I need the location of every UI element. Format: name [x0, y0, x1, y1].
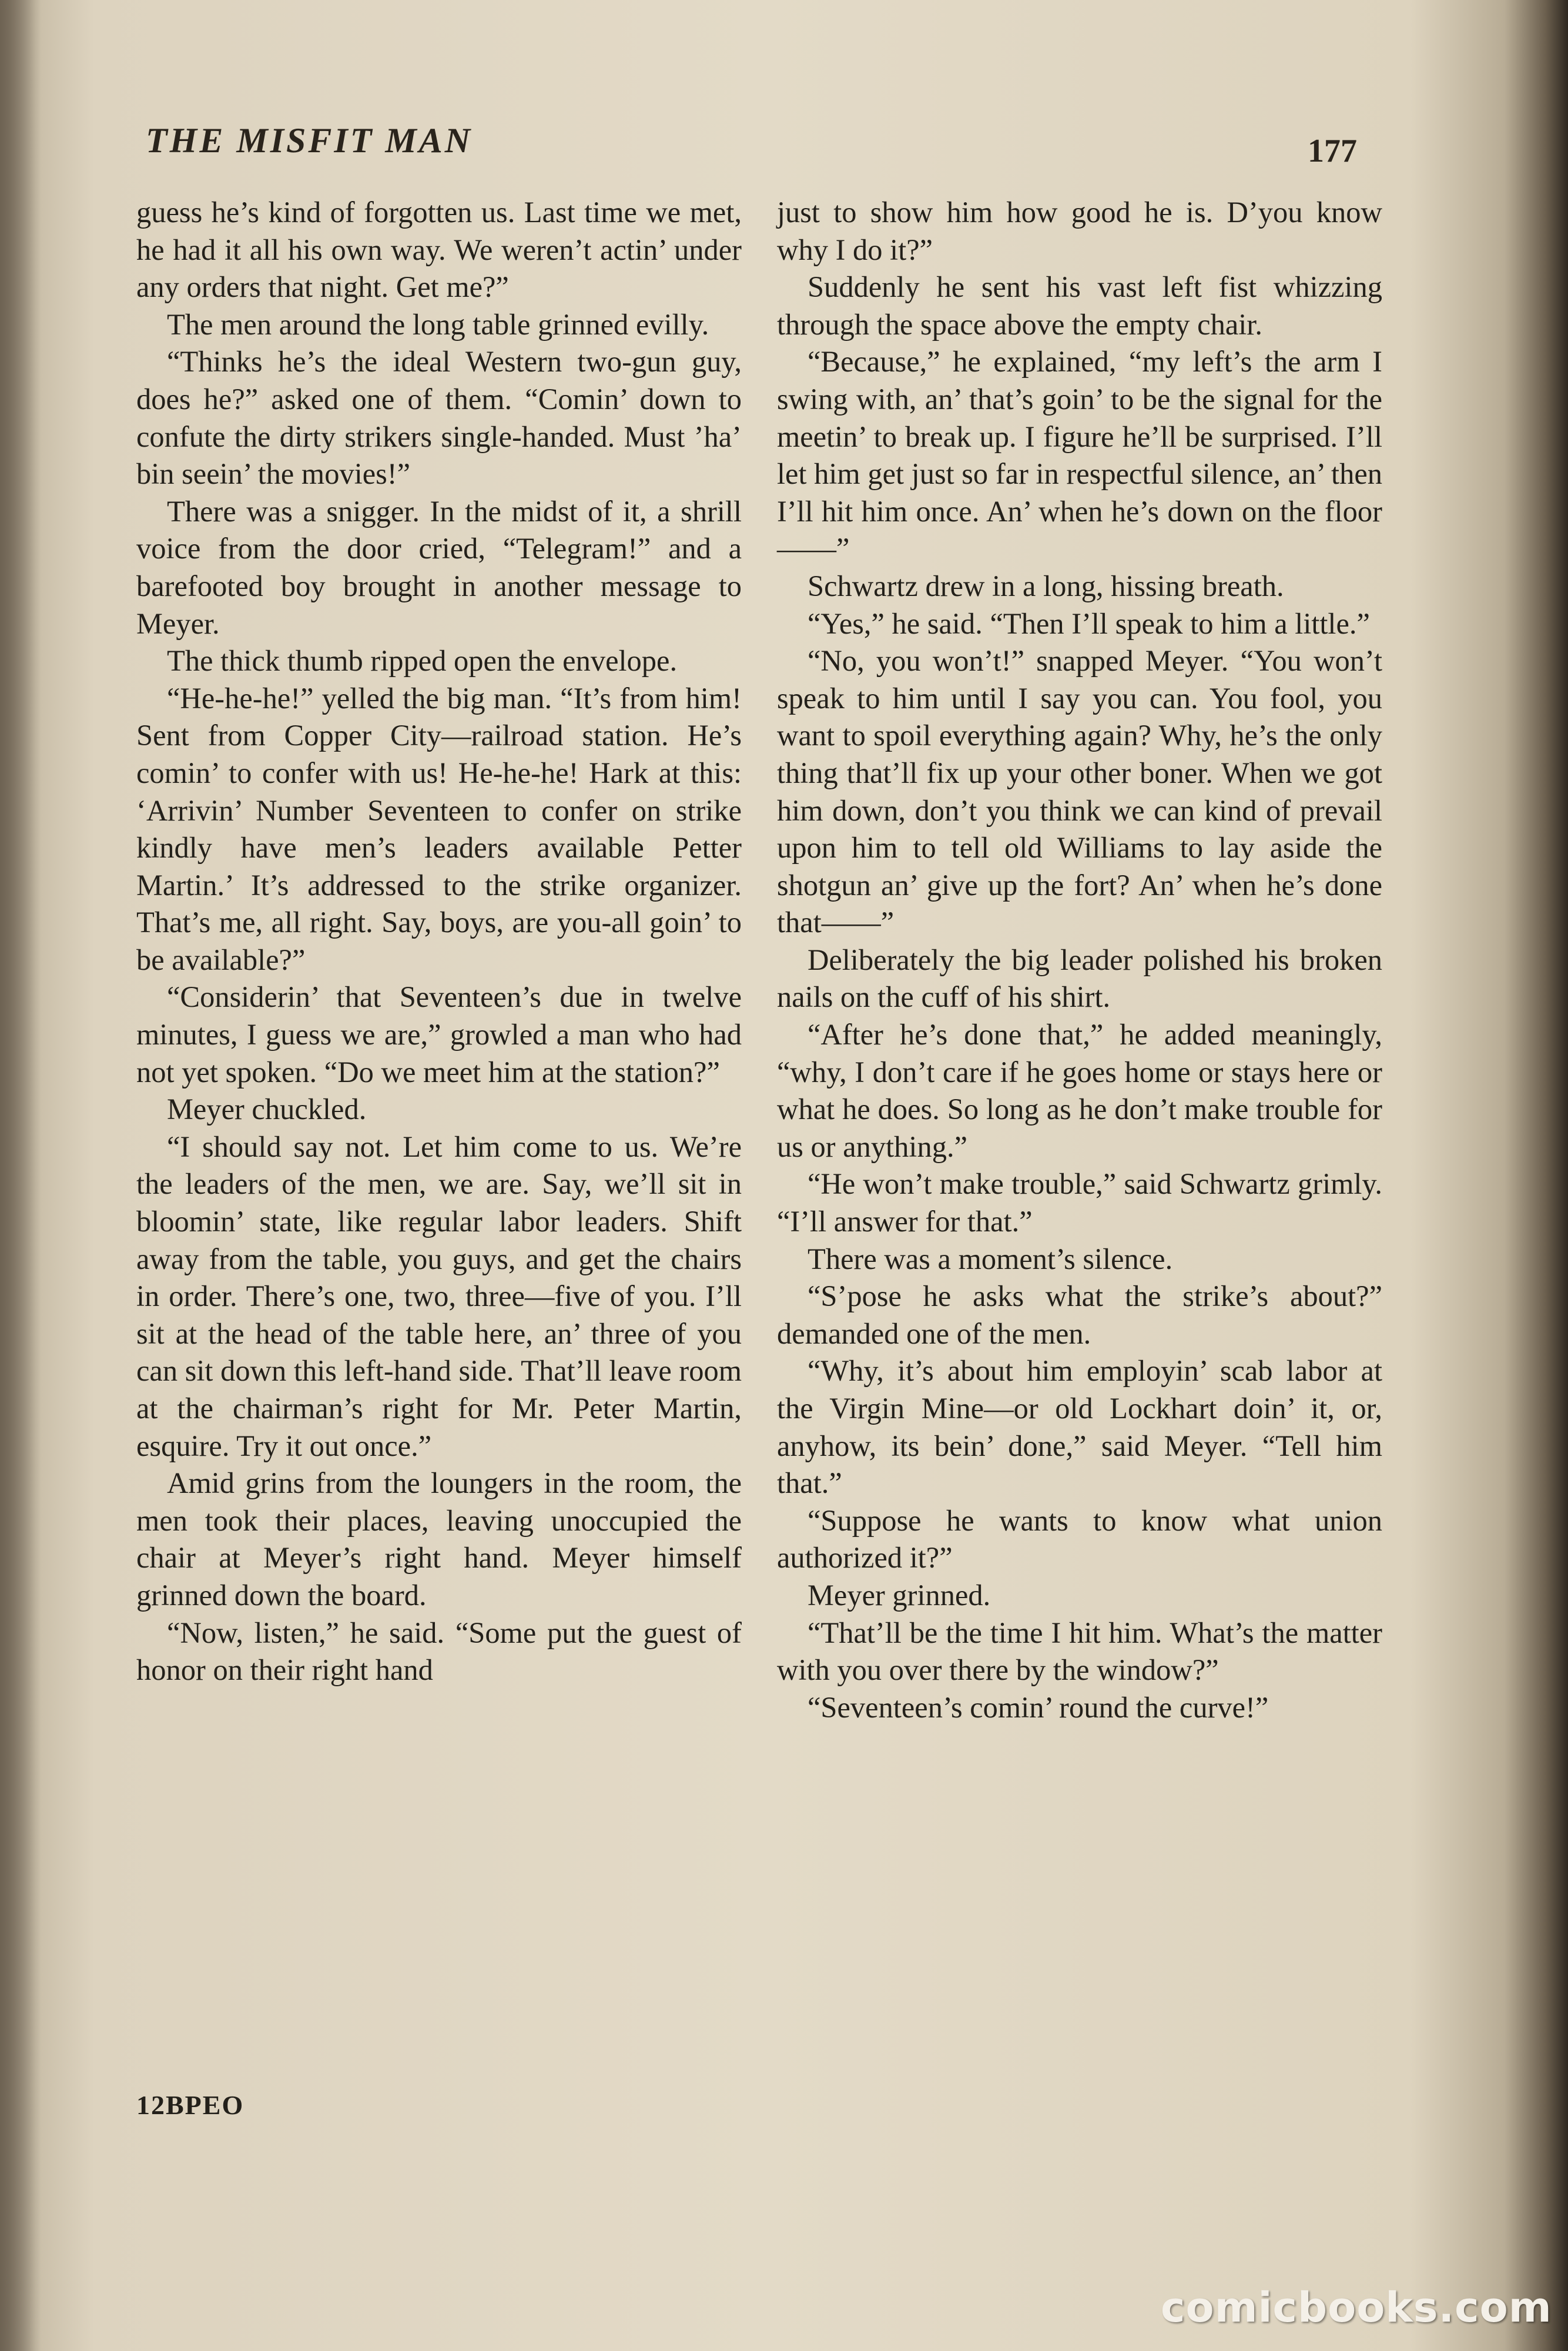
paragraph: “That’ll be the time I hit him. What’s the matter with you over there by the window?” — [777, 1616, 1382, 1687]
paragraph: Schwartz drew in a long, hissing breath. — [808, 569, 1284, 602]
paragraph: “I should say not. Let him come to us. We’re the leaders of the men, we are. Say, we’ll sit in bloomin’ state, like regular labor leaders. Shift away from the table, you guys, and get the chairs in order. There’s one, two, three—five of you. I’ll sit at the head of the table here, an’ three of you can sit down this left-hand side. That’ll leave room at the chairman’s right for Mr. Peter Martin, esquire. Try it out once.” — [136, 1130, 742, 1462]
paragraph: guess he’s kind of forgotten us. Last time we met, he had it all his own way. We weren’t actin’ under any orders that night. Get me?” — [136, 196, 742, 304]
paragraph: “Why, it’s about him employin’ scab labor at the Virgin Mine—or old Lockhart doin’ it, or, anyhow, its bein’ done,” said Meyer. “Tell him that.” — [777, 1354, 1382, 1500]
printer-signature-mark: 12BPEO — [136, 2090, 244, 2120]
site-watermark: comicbooks.com — [1161, 2283, 1552, 2332]
paragraph: just to show him how good he is. D’you know why I do it?” — [777, 196, 1382, 266]
left-column — [136, 194, 742, 1689]
paragraph: Meyer chuckled. — [167, 1093, 367, 1126]
paragraph: “He-he-he!” yelled the big man. “It’s from him! Sent from Copper City—railroad station. He’s comin’ to confer with us! He-he-he! Hark at this: ‘Arrivin’ Number Seventeen to confer on strike kindly have men’s leaders available Petter Martin.’ It’s addressed to the strike organizer. That’s me, all right. Say, boys, are you-all goin’ to be available?” — [136, 681, 742, 976]
paragraph: “Seventeen’s comin’ round the curve!” — [808, 1690, 1269, 1724]
paragraph: “Suppose he wants to know what union authorized it?” — [777, 1503, 1382, 1575]
paragraph: “Thinks he’s the ideal Western two-gun guy, does he?” asked one of them. “Comin’ down to confute the dirty strikers single-handed. Must ’ha’ bin seein’ the movies!” — [136, 345, 742, 491]
paragraph: “After he’s done that,” he added meaningly, “why, I don’t care if he goes home or stays here or what he does. So long as he don’t make trouble for us or anything.” — [777, 1018, 1382, 1163]
right-column — [777, 194, 1382, 1726]
paragraph: “Considerin’ that Seventeen’s due in twelve minutes, I guess we are,” growled a man who had not yet spoken. “Do we meet him at the station?” — [136, 980, 742, 1089]
page-number: 177 — [1308, 133, 1357, 169]
spine-shadow — [0, 0, 41, 2351]
paragraph: “S’pose he asks what the strike’s about?” demanded one of the men. — [777, 1280, 1382, 1350]
paragraph: The men around the long table grinned evilly. — [167, 307, 709, 341]
paragraph: “He won’t make trouble,” said Schwartz grimly. “I’ll answer for that.” — [777, 1167, 1382, 1238]
paragraph: There was a moment’s silence. — [808, 1242, 1173, 1275]
paragraph: There was a snigger. In the midst of it, a shrill voice from the door cried, “Telegram!” and a barefooted boy brought in another message to Meyer. — [136, 494, 742, 640]
paragraph: Suddenly he sent his vast left fist whizzing through the space above the empty chair. — [777, 270, 1382, 341]
paragraph: “Because,” he explained, “my left’s the arm I swing with, an’ that’s goin’ to be the signal for the meetin’ to break up. I figure he’ll be surprised. I’ll let him get just so far in respectful silence, an’ then I’ll hit him once. An’ when he’s down on the floor——” — [777, 345, 1382, 565]
paragraph: The thick thumb ripped open the envelope. — [167, 644, 678, 678]
paragraph: Meyer grinned. — [808, 1578, 991, 1612]
running-title: THE MISFIT MAN — [146, 121, 473, 160]
paragraph: “Now, listen,” he said. “Some put the guest of honor on their right hand — [136, 1616, 742, 1687]
paragraph: Deliberately the big leader polished his broken nails on the cuff of his shirt. — [777, 943, 1382, 1014]
paragraph: “No, you won’t!” snapped Meyer. “You won’t speak to him until I say you can. You fool, you want to spoil everything again? Why, he’s the only thing that’ll fix up your other boner. When we got him down, don’t you think we can kind of prevail upon him to tell old Williams to lay aside the shotgun an’ give up the fort? An’ when he’s done that——” — [777, 644, 1382, 939]
paragraph: “Yes,” he said. “Then I’ll speak to him a little.” — [808, 607, 1370, 640]
paragraph: Amid grins from the loungers in the room, the men took their places, leaving unoccupied the chair at Meyer’s right hand. Meyer himself grinned down the board. — [136, 1466, 742, 1612]
